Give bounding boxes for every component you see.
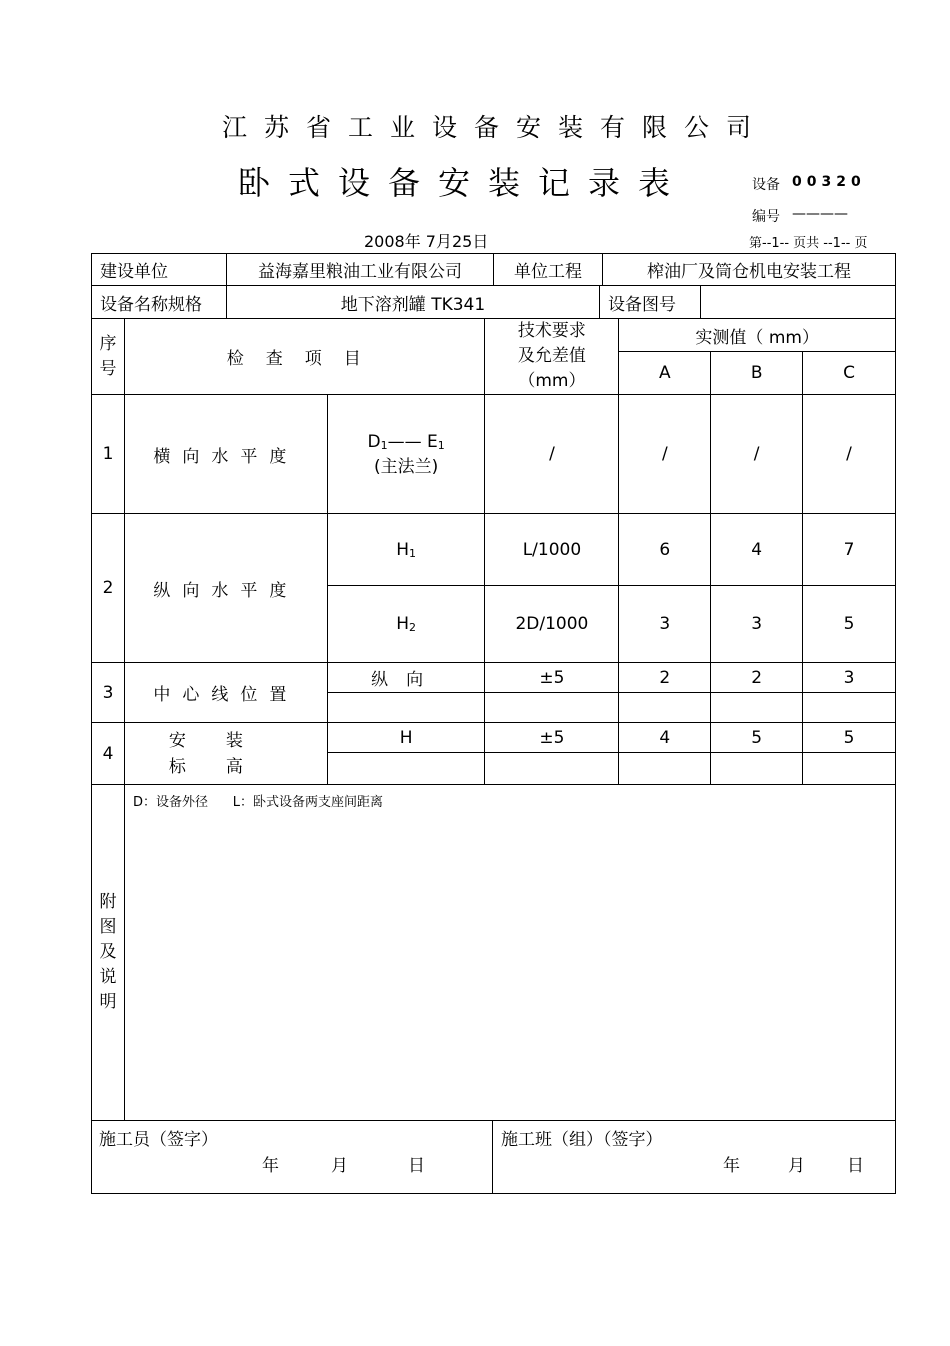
col-seq-header: 序号 [92, 319, 125, 395]
doc-code-label: 设备 [752, 177, 780, 193]
row-sub: H2 [327, 586, 485, 663]
row-b: 4 [711, 514, 803, 586]
attachment-area [124, 785, 895, 1121]
unit-project-label: 单位工程 [494, 254, 603, 286]
row-req: L/1000 [485, 514, 619, 586]
equipment-name-label: 设备名称规格 [92, 286, 227, 319]
row-seq: 4 [92, 723, 125, 785]
row-item: 纵向水平度 [124, 514, 327, 663]
page-info: 第--1-- 页共 --1-- 页 [749, 236, 868, 251]
row-a: / [619, 395, 711, 514]
row-c: 3 [803, 663, 896, 693]
table-row [92, 395, 896, 514]
col-measured-header: 实测值（ mm） [619, 319, 896, 352]
unit-project-value: 榨油厂及筒仓机电安装工程 [603, 254, 896, 286]
row-b: 2 [711, 663, 803, 693]
row-a: 4 [619, 723, 711, 753]
row-req: ±5 [485, 723, 619, 753]
record-date: 2008年 7月25日 [364, 232, 489, 251]
team-label: 施工班（组）（签字） [501, 1130, 663, 1150]
constructor-signature [92, 1121, 493, 1194]
col-b-header: B [711, 352, 803, 395]
col-c-header: C [803, 352, 896, 395]
row-req: 2D/1000 [485, 586, 619, 663]
row-item: 安装 标高 [124, 723, 327, 785]
col-item-header: 检查项目 [124, 319, 485, 395]
row-b: / [711, 395, 803, 514]
row-sub: D1—— E1 (主法兰) [327, 395, 485, 514]
row-a: 6 [619, 514, 711, 586]
row-item: 横向水平度 [124, 395, 327, 514]
construction-unit-value: 益海嘉里粮油工业有限公司 [227, 254, 494, 286]
team-date: 年 月 日 [723, 1156, 864, 1176]
row-item: 中心线位置 [124, 663, 327, 723]
constructor-label: 施工员（签字） [99, 1130, 218, 1150]
drawing-no-label: 设备图号 [600, 286, 701, 319]
row-c: 5 [803, 723, 896, 753]
form-title: 卧式设备安装记录表 [238, 164, 689, 202]
attachment-note: D：设备外径 L：卧式设备两支座间距离 [132, 795, 384, 810]
row-seq: 3 [92, 663, 125, 723]
row-c: / [803, 395, 896, 514]
col-req-header: 技术要求 及允差值 （mm） [485, 319, 619, 395]
attachment-row [92, 785, 896, 1121]
row-b: 3 [711, 586, 803, 663]
signature-table [91, 1120, 896, 1194]
row-c: 7 [803, 514, 896, 586]
table-row [92, 723, 896, 753]
row-seq: 1 [92, 395, 125, 514]
company-name: 江苏省工业设备安装有限公司 [221, 113, 768, 142]
doc-code-value: 00320 [792, 174, 866, 190]
serial-value: ———— [792, 206, 848, 222]
info-table [91, 253, 896, 286]
equipment-name-value: 地下溶剂罐 TK341 [227, 286, 600, 319]
row-c: 5 [803, 586, 896, 663]
row-req: / [485, 395, 619, 514]
row-a: 2 [619, 663, 711, 693]
constructor-date: 年 月 日 [262, 1156, 425, 1176]
row-req: ±5 [485, 663, 619, 693]
inspection-table [91, 318, 896, 1121]
row-sub: H [327, 723, 485, 753]
construction-unit-label: 建设单位 [92, 254, 227, 286]
table-row [92, 663, 896, 693]
col-a-header: A [619, 352, 711, 395]
row-sub: H1 [327, 514, 485, 586]
attachment-label: 附图及说明 [92, 785, 125, 1121]
row-sub: 纵向 [327, 663, 485, 693]
row-seq: 2 [92, 514, 125, 663]
drawing-no-value [701, 286, 896, 319]
info-table-2 [91, 285, 896, 319]
table-row [92, 514, 896, 586]
row-b: 5 [711, 723, 803, 753]
serial-label: 编号 [752, 209, 780, 225]
row-a: 3 [619, 586, 711, 663]
team-signature [493, 1121, 896, 1194]
